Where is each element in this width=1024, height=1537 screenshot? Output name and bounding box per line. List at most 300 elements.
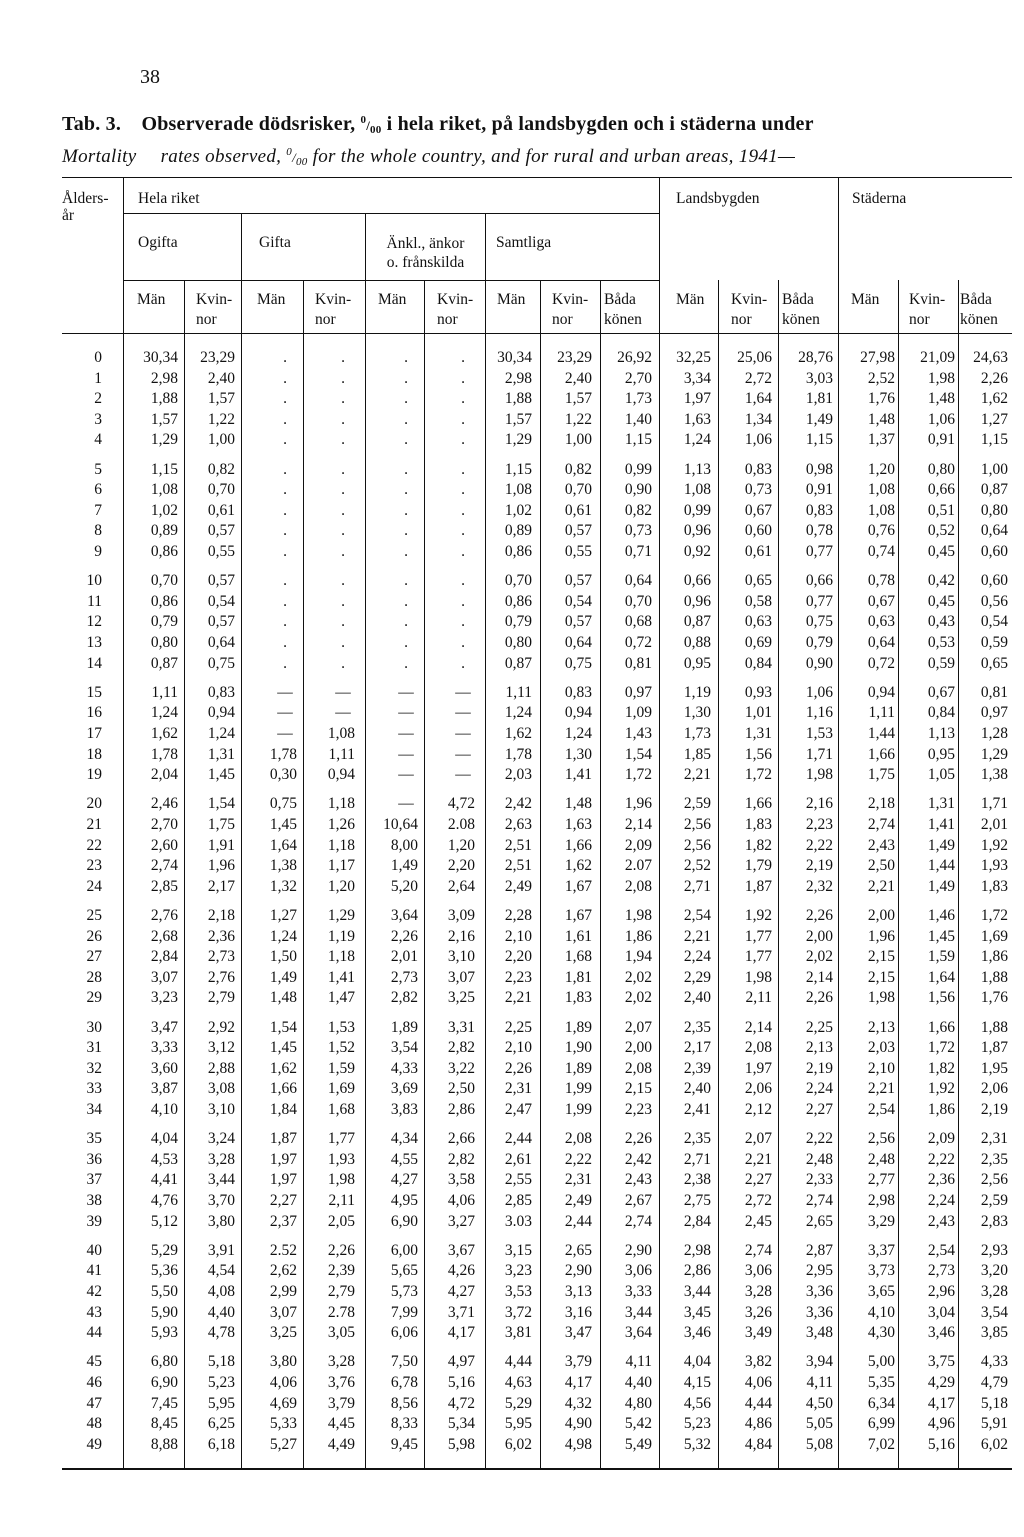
table-cell: 5,29 bbox=[504, 1394, 532, 1412]
table-cell: . bbox=[461, 481, 465, 499]
table-cell: 0,66 bbox=[683, 572, 711, 590]
table-cell: 0,61 bbox=[744, 543, 772, 560]
table-cell: 0,82 bbox=[207, 460, 235, 478]
table-cell: 1,56 bbox=[927, 989, 955, 1007]
age-cell: 27 bbox=[86, 948, 102, 966]
table-cell: 2,42 bbox=[624, 1150, 652, 1168]
table-cell: 1,88 bbox=[504, 390, 532, 408]
table-cell: 24,63 bbox=[973, 349, 1008, 366]
table-cell: 0,74 bbox=[867, 543, 895, 560]
table-cell: 2,79 bbox=[327, 1283, 355, 1300]
table-cell: 2,27 bbox=[269, 1192, 297, 1209]
table-cell: 2,21 bbox=[744, 1150, 772, 1168]
table-cell: 4,72 bbox=[447, 1394, 475, 1412]
table-cell: 2,12 bbox=[744, 1101, 772, 1118]
subheader-bada: Båda könen bbox=[960, 291, 998, 328]
table-cell: 2,22 bbox=[927, 1150, 955, 1168]
table-cell: 1,44 bbox=[927, 857, 955, 875]
table-cell: 2,47 bbox=[504, 1101, 532, 1118]
title-sv-before: Observerade dödsrisker, bbox=[141, 113, 356, 135]
table-cell: 1,92 bbox=[927, 1080, 955, 1098]
table-cell: 1,29 bbox=[980, 745, 1008, 763]
table-cell: 2,90 bbox=[564, 1262, 592, 1280]
table-cell: 1,96 bbox=[624, 795, 652, 813]
table-cell: 1,44 bbox=[867, 725, 895, 742]
age-cell: 12 bbox=[86, 613, 102, 631]
table-cell: 8,56 bbox=[390, 1394, 418, 1412]
table-cell: 1,89 bbox=[390, 1018, 418, 1036]
table-cell: — bbox=[398, 745, 414, 763]
table-cell: 3,64 bbox=[624, 1324, 652, 1342]
table-cell: 2,50 bbox=[867, 857, 895, 875]
table-cell: 6,02 bbox=[504, 1435, 532, 1453]
table-cell: 5,20 bbox=[390, 877, 418, 895]
table-cell: 1,62 bbox=[564, 857, 592, 875]
table-cell: — bbox=[455, 704, 471, 722]
table-cell: 2,98 bbox=[504, 369, 532, 387]
table-cell: . bbox=[341, 522, 345, 540]
table-cell: 5,18 bbox=[980, 1394, 1008, 1412]
table-cell: 1,67 bbox=[564, 877, 592, 895]
table-cell: 2,76 bbox=[207, 968, 235, 986]
header-samtliga: Samtliga bbox=[496, 234, 552, 251]
table-cell: 1,26 bbox=[327, 816, 355, 833]
table-cell: 2,19 bbox=[805, 1059, 833, 1077]
table-cell: 1,57 bbox=[564, 390, 592, 408]
table-cell: 1,72 bbox=[744, 766, 772, 784]
table-cell: 2,06 bbox=[744, 1080, 772, 1098]
table-cell: 2,26 bbox=[504, 1059, 532, 1077]
table-cell: 4,10 bbox=[150, 1101, 178, 1118]
table-cell: . bbox=[404, 572, 408, 590]
table-cell: 8,88 bbox=[150, 1435, 178, 1453]
table-cell: 1,48 bbox=[927, 390, 955, 408]
table-cell: . bbox=[404, 481, 408, 499]
header-subrule-1 bbox=[123, 213, 659, 214]
table-cell: 2,73 bbox=[927, 1262, 955, 1280]
table-cell: 3,25 bbox=[269, 1324, 297, 1342]
table-cell: — bbox=[455, 745, 471, 763]
table-cell: . bbox=[283, 522, 287, 540]
table-cell: . bbox=[461, 390, 465, 408]
table-cell: 1,05 bbox=[927, 766, 955, 784]
table-cell: 4,80 bbox=[624, 1394, 652, 1412]
table-cell: 0,60 bbox=[980, 572, 1008, 590]
table-cell: 3,33 bbox=[150, 1039, 178, 1057]
table-cell: 2,21 bbox=[867, 1080, 895, 1098]
table-cell: 4,49 bbox=[327, 1435, 355, 1453]
table-cell: 1,83 bbox=[980, 877, 1008, 895]
table-cell: 0,87 bbox=[980, 481, 1008, 499]
table-cell: 1,00 bbox=[980, 460, 1008, 478]
table-cell: 4,97 bbox=[447, 1353, 475, 1371]
table-cell: 0,54 bbox=[980, 613, 1008, 631]
table-cell: 3,44 bbox=[624, 1303, 652, 1321]
table-cell: 0,80 bbox=[150, 634, 178, 651]
table-cell: 2,48 bbox=[805, 1150, 833, 1168]
table-cell: 0,54 bbox=[564, 592, 592, 610]
table-cell: 2,82 bbox=[447, 1150, 475, 1168]
table-cell: 5,65 bbox=[390, 1262, 418, 1280]
table-cell: 0,82 bbox=[564, 460, 592, 478]
table-cell: 2,06 bbox=[980, 1080, 1008, 1098]
table-cell: 2,60 bbox=[150, 836, 178, 854]
table-cell: 2,11 bbox=[328, 1192, 355, 1209]
table-cell: 3,22 bbox=[447, 1059, 475, 1077]
table-cell: 1,72 bbox=[624, 766, 652, 784]
age-cell: 38 bbox=[86, 1192, 102, 1209]
table-cell: 3,47 bbox=[564, 1324, 592, 1342]
table-cell: 2,61 bbox=[504, 1150, 532, 1168]
table-cell: 0,75 bbox=[564, 654, 592, 672]
table-cell: 1,99 bbox=[564, 1101, 592, 1118]
table-cell: 1,57 bbox=[207, 390, 235, 408]
table-cell: 5,91 bbox=[980, 1415, 1008, 1433]
table-cell: 2,84 bbox=[683, 1212, 711, 1230]
table-cell: 1,43 bbox=[624, 725, 652, 742]
table-cell: 2,10 bbox=[504, 1039, 532, 1057]
table-cell: 2,65 bbox=[805, 1212, 833, 1230]
table-cell: 8,00 bbox=[390, 836, 418, 854]
table-cell: 21,09 bbox=[920, 349, 955, 366]
table-cell: 0,90 bbox=[805, 654, 833, 672]
table-cell: 2,26 bbox=[805, 989, 833, 1007]
table-cell: . bbox=[341, 410, 345, 428]
table-cell: 1,20 bbox=[447, 836, 475, 854]
table-cell: 6,34 bbox=[867, 1394, 895, 1412]
table-cell: 0,86 bbox=[504, 592, 532, 610]
table-cell: 5,00 bbox=[867, 1353, 895, 1371]
table-cell: 2,10 bbox=[504, 927, 532, 945]
table-cell: 1,98 bbox=[744, 968, 772, 986]
table-cell: . bbox=[461, 460, 465, 478]
table-cell: 1,06 bbox=[927, 410, 955, 428]
table-cell: 2,46 bbox=[150, 795, 178, 813]
table-cell: 2,98 bbox=[150, 369, 178, 387]
table-cell: 2,71 bbox=[683, 1150, 711, 1168]
table-cell: 2,51 bbox=[504, 857, 532, 875]
table-cell: 2,43 bbox=[927, 1212, 955, 1230]
table-cell: 6,18 bbox=[207, 1435, 235, 1453]
table-cell: 0,96 bbox=[683, 522, 711, 540]
table-cell: 3,07 bbox=[150, 968, 178, 986]
table-cell: 2,75 bbox=[683, 1192, 711, 1209]
table-cell: 0,56 bbox=[980, 592, 1008, 610]
table-cell: 2,35 bbox=[683, 1018, 711, 1036]
table-cell: 2,24 bbox=[927, 1192, 955, 1209]
table-cell: . bbox=[404, 501, 408, 519]
table-cell: 2,13 bbox=[867, 1018, 895, 1036]
table-cell: 2,96 bbox=[927, 1283, 955, 1300]
table-cell: 4,86 bbox=[744, 1415, 772, 1433]
table-cell: 0,59 bbox=[980, 634, 1008, 651]
table-cell: 3,73 bbox=[867, 1262, 895, 1280]
table-cell: 1,20 bbox=[327, 877, 355, 895]
table-cell: 2,08 bbox=[624, 1059, 652, 1077]
table-cell: 0,76 bbox=[867, 522, 895, 540]
table-cell: 3,24 bbox=[207, 1130, 235, 1148]
table-cell: 1,87 bbox=[269, 1130, 297, 1148]
table-cell: 3,54 bbox=[980, 1303, 1008, 1321]
table-cell: 2,54 bbox=[683, 907, 711, 924]
table-cell: 1,76 bbox=[867, 390, 895, 408]
table-cell: — bbox=[455, 683, 471, 701]
subheader-kvinnor: Kvin- nor bbox=[196, 291, 233, 328]
table-cell: 1,15 bbox=[980, 431, 1008, 449]
table-cell: 3,44 bbox=[683, 1283, 711, 1300]
table-cell: 0,99 bbox=[683, 501, 711, 519]
table-cell: 0,63 bbox=[744, 613, 772, 631]
table-cell: 1,47 bbox=[327, 989, 355, 1007]
table-cell: 1,82 bbox=[744, 836, 772, 854]
table-cell: 1,62 bbox=[269, 1059, 297, 1077]
table-cell: 6,06 bbox=[390, 1324, 418, 1342]
table-cell: 1,78 bbox=[269, 745, 297, 763]
table-cell: 1,88 bbox=[150, 390, 178, 408]
table-title-english bbox=[62, 146, 795, 168]
age-cell: 31 bbox=[86, 1039, 102, 1057]
table-cell: 8,33 bbox=[390, 1415, 418, 1433]
table-cell: 3,07 bbox=[269, 1303, 297, 1321]
table-cell: 5,95 bbox=[207, 1394, 235, 1412]
table-cell: 1,64 bbox=[744, 390, 772, 408]
table-cell: . bbox=[461, 410, 465, 428]
table-cell: 4,69 bbox=[269, 1394, 297, 1412]
table-cell: 0,95 bbox=[927, 745, 955, 763]
table-cell: 1,86 bbox=[927, 1101, 955, 1118]
table-cell: . bbox=[461, 431, 465, 449]
table-cell: 2,22 bbox=[805, 1130, 833, 1148]
table-cell: 3,05 bbox=[327, 1324, 355, 1342]
table-cell: 0,70 bbox=[150, 572, 178, 590]
table-cell: . bbox=[283, 481, 287, 499]
table-cell: 2,51 bbox=[504, 836, 532, 854]
table-cell: . bbox=[283, 410, 287, 428]
table-cell: 0,87 bbox=[504, 654, 532, 672]
table-cell: 1,79 bbox=[744, 857, 772, 875]
table-cell: 3,80 bbox=[269, 1353, 297, 1371]
table-cell: 0,55 bbox=[207, 543, 235, 560]
table-cell: 2,84 bbox=[150, 948, 178, 966]
table-cell: 0,94 bbox=[207, 704, 235, 722]
age-cell: 5 bbox=[94, 460, 102, 478]
table-cell: 4,40 bbox=[624, 1374, 652, 1391]
table-cell: 0,69 bbox=[744, 634, 772, 651]
table-cell: 1,18 bbox=[327, 836, 355, 854]
table-cell: 2,31 bbox=[504, 1080, 532, 1098]
age-cell: 48 bbox=[86, 1415, 102, 1433]
title-en-before: Mortality bbox=[62, 146, 137, 167]
table-cell: 5,08 bbox=[805, 1435, 833, 1453]
table-cell: 0,52 bbox=[927, 522, 955, 540]
table-cell: 3,33 bbox=[624, 1283, 652, 1300]
table-cell: 0,86 bbox=[150, 592, 178, 610]
table-cell: 1,63 bbox=[683, 410, 711, 428]
table-cell: — bbox=[398, 725, 414, 742]
table-cell: 5,93 bbox=[150, 1324, 178, 1342]
table-cell: 3,26 bbox=[744, 1303, 772, 1321]
table-cell: 2,14 bbox=[744, 1018, 772, 1036]
table-cell: 5,90 bbox=[150, 1303, 178, 1321]
table-cell: 1,96 bbox=[867, 927, 895, 945]
table-cell: 3,80 bbox=[207, 1212, 235, 1230]
table-cell: 0,96 bbox=[683, 592, 711, 610]
subheader-man: Män bbox=[676, 291, 705, 308]
age-cell: 2 bbox=[94, 390, 102, 408]
table-cell: 0,79 bbox=[805, 634, 833, 651]
table-cell: 2,16 bbox=[447, 927, 475, 945]
table-cell: 2,09 bbox=[624, 836, 652, 854]
table-cell: 2,82 bbox=[390, 989, 418, 1007]
table-cell: 1,64 bbox=[927, 968, 955, 986]
table-cell: 4,04 bbox=[150, 1130, 178, 1148]
table-cell: 5,73 bbox=[390, 1283, 418, 1300]
table-cell: 4,98 bbox=[564, 1435, 592, 1453]
table-cell: 1,81 bbox=[805, 390, 833, 408]
table-cell: 0,77 bbox=[805, 543, 833, 560]
age-cell: 21 bbox=[86, 816, 102, 833]
table-cell: 2,44 bbox=[504, 1130, 532, 1148]
table-cell: 1,28 bbox=[980, 725, 1008, 742]
table-cell: 3,06 bbox=[744, 1262, 772, 1280]
table-cell: 2,35 bbox=[683, 1130, 711, 1148]
table-cell: 2,22 bbox=[564, 1150, 592, 1168]
table-cell: 0,58 bbox=[744, 592, 772, 610]
age-cell: 33 bbox=[86, 1080, 102, 1098]
table-cell: 0,98 bbox=[805, 460, 833, 478]
table-cell: 2,14 bbox=[805, 968, 833, 986]
age-cell: 17 bbox=[86, 725, 102, 742]
table-cell: . bbox=[404, 634, 408, 651]
table-cell: 2,26 bbox=[327, 1241, 355, 1259]
table-cell: 3,20 bbox=[980, 1262, 1008, 1280]
header-age: Ålders- år bbox=[62, 190, 109, 224]
table-cell: 2,11 bbox=[745, 989, 772, 1007]
table-cell: 5,42 bbox=[624, 1415, 652, 1433]
table-cell: 1,31 bbox=[744, 725, 772, 742]
table-cell: 2,09 bbox=[927, 1130, 955, 1148]
table-cell: 2,85 bbox=[504, 1192, 532, 1209]
table-cell: 1,02 bbox=[150, 501, 178, 519]
table-cell: 6,25 bbox=[207, 1415, 235, 1433]
header-subrule-3 bbox=[485, 280, 659, 281]
table-cell: 7,45 bbox=[150, 1394, 178, 1412]
table-cell: 1,88 bbox=[980, 1018, 1008, 1036]
table-cell: 4,06 bbox=[269, 1374, 297, 1391]
age-cell: 16 bbox=[86, 704, 102, 722]
table-cell: 2,15 bbox=[867, 948, 895, 966]
table-cell: 3,10 bbox=[207, 1101, 235, 1118]
table-cell: 1,46 bbox=[927, 907, 955, 924]
table-cell: 4,33 bbox=[980, 1353, 1008, 1371]
table-cell: 5,29 bbox=[150, 1241, 178, 1259]
subheader-man: Män bbox=[497, 291, 526, 308]
table-cell: 4,29 bbox=[927, 1374, 955, 1391]
table-cell: 1,77 bbox=[744, 948, 772, 966]
table-cell: 2,68 bbox=[150, 927, 178, 945]
table-cell: 0,91 bbox=[805, 481, 833, 499]
table-cell: 1,17 bbox=[327, 857, 355, 875]
table-cell: 2,25 bbox=[504, 1018, 532, 1036]
table-cell: 1,48 bbox=[867, 410, 895, 428]
table-cell: 0,95 bbox=[683, 654, 711, 672]
table-cell: 5,35 bbox=[867, 1374, 895, 1391]
table-cell: 1,49 bbox=[927, 836, 955, 854]
table-cell: 1,97 bbox=[744, 1059, 772, 1077]
table-cell: 3,46 bbox=[683, 1324, 711, 1342]
table-cell: 1,27 bbox=[269, 907, 297, 924]
table-cell: 2,27 bbox=[805, 1101, 833, 1118]
table-cell: 2,08 bbox=[744, 1039, 772, 1057]
table-cell: — bbox=[335, 683, 351, 701]
table-cell: 0,57 bbox=[207, 613, 235, 631]
table-cell: 0,91 bbox=[927, 431, 955, 449]
table-cell: 0,64 bbox=[867, 634, 895, 651]
table-cell: 2,40 bbox=[564, 369, 592, 387]
table-cell: 1,48 bbox=[269, 989, 297, 1007]
table-cell: 1,92 bbox=[980, 836, 1008, 854]
table-cell: 2,07 bbox=[624, 1018, 652, 1036]
table-cell: . bbox=[341, 572, 345, 590]
table-cell: 0,59 bbox=[927, 654, 955, 672]
table-cell: 2,72 bbox=[744, 1192, 772, 1209]
table-cell: 0,92 bbox=[683, 543, 711, 560]
table-cell: 1,11 bbox=[505, 683, 532, 701]
subheader-kvinnor: Kvin- nor bbox=[437, 291, 474, 328]
table-cell: 4,76 bbox=[150, 1192, 178, 1209]
age-cell: 45 bbox=[86, 1353, 102, 1371]
table-cell: 2,90 bbox=[624, 1241, 652, 1259]
age-cell: 40 bbox=[86, 1241, 102, 1259]
table-cell: 1,22 bbox=[564, 410, 592, 428]
table-cell: 5,23 bbox=[207, 1374, 235, 1391]
group-rule bbox=[485, 213, 486, 280]
table-cell: 0,88 bbox=[683, 634, 711, 651]
table-cell: — bbox=[277, 683, 293, 701]
table-cell: 1,85 bbox=[683, 745, 711, 763]
table-cell: 2,56 bbox=[683, 816, 711, 833]
table-cell: 3,60 bbox=[150, 1059, 178, 1077]
title-en-rest: rates observed, bbox=[160, 146, 282, 167]
table-cell: 2,59 bbox=[683, 795, 711, 813]
table-cell: — bbox=[455, 766, 471, 784]
table-cell: 0,84 bbox=[744, 654, 772, 672]
table-cell: 0,97 bbox=[980, 704, 1008, 722]
table-cell: 1,83 bbox=[564, 989, 592, 1007]
table-cell: 2,36 bbox=[927, 1171, 955, 1189]
age-cell: 26 bbox=[86, 927, 102, 945]
table-cell: 1,31 bbox=[207, 745, 235, 763]
table-cell: 2,02 bbox=[805, 948, 833, 966]
table-cell: 4,27 bbox=[447, 1283, 475, 1300]
table-cell: . bbox=[283, 592, 287, 610]
table-cell: . bbox=[461, 522, 465, 540]
table-cell: 0,65 bbox=[744, 572, 772, 590]
permille-sign-en: $^0/_{00}$ bbox=[286, 146, 308, 168]
page-number: 38 bbox=[140, 66, 160, 88]
table-cell: 0,53 bbox=[927, 634, 955, 651]
age-cell: 46 bbox=[86, 1374, 102, 1391]
table-cell: . bbox=[341, 592, 345, 610]
table-cell: 1,53 bbox=[327, 1018, 355, 1036]
table-cell: 0,81 bbox=[980, 683, 1008, 701]
table-cell: 1,45 bbox=[269, 1039, 297, 1057]
table-cell: 1,66 bbox=[269, 1080, 297, 1098]
table-cell: 2,52 bbox=[867, 369, 895, 387]
table-cell: 3,34 bbox=[683, 369, 711, 387]
table-cell: . bbox=[283, 654, 287, 672]
table-cell: 1,71 bbox=[805, 745, 833, 763]
